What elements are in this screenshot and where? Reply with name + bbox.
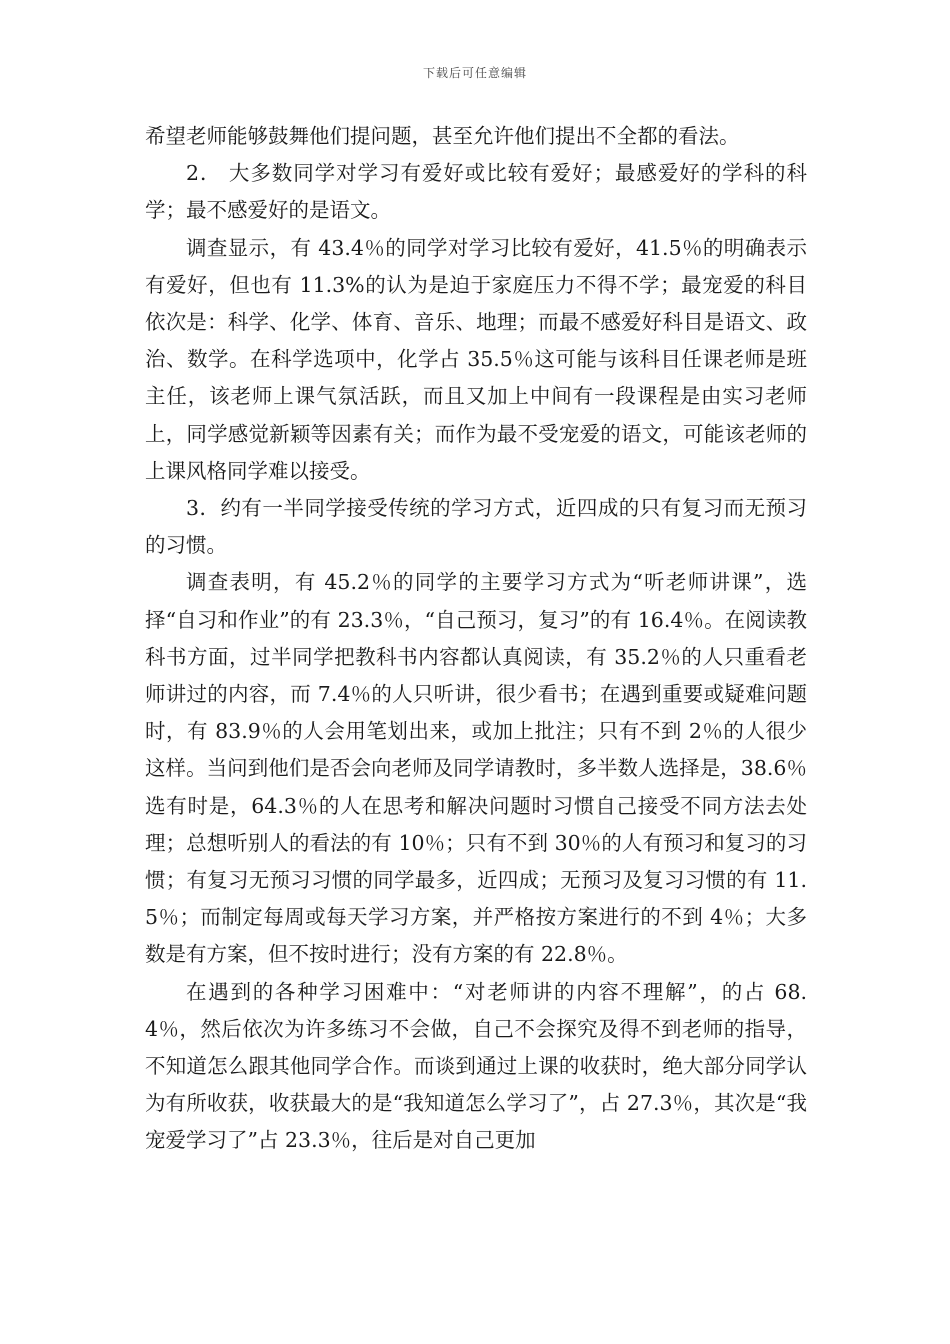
paragraph-continuation: 希望老师能够鼓舞他们提问题，甚至允许他们提出不全都的看法。 bbox=[145, 124, 740, 148]
paragraph-point-2: 2． 大多数同学对学习有爱好或比较有爱好；最感爱好的学科的科学；最不感爱好的是语文。 bbox=[145, 161, 807, 223]
paragraph-survey-interest: 调查显示，有 43.4％的同学对学习比较有爱好，41.5％的明确表示有爱好，但也有 11.3%的认为是迫于家庭压力不得不学；最宠爱的科目依次是：科学、化学、体育、音乐、地理；而最不感爱好科目是语文、政治、数学。在科学选项中，化学占 35.5％这可能与该科目任课老师是班主任，该老师上课气氛活跃，而且又加上中间有一段课程是由实习老师上，同学感觉新颖等因素有关；而作为最不受宠爱的语文，可能该老师的上课风格同学难以接受。 bbox=[145, 235, 807, 483]
paragraph-difficulties: 在遇到的各种学习困难中：“对老师讲的内容不理解”，的占 68.4％，然后依次为许多练习不会做，自己不会探究及得不到老师的指导，不知道怎么跟其他同学合作。而谈到通过上课的收获时，绝大部分同学认为有所收获，收获最大的是“我知道怎么学习了”，占 27.3％，其次是“我宠爱学习了”占 23.3％，往后是对自己更加 bbox=[145, 979, 807, 1153]
paragraph-survey-methods: 调查表明，有 45.2％的同学的主要学习方式为“听老师讲课”，选择“自习和作业”的有 23.3％，“自己预习，复习”的有 16.4％。在阅读教科书方面，过半同学把教科书内容都认真阅读，有 35.2％的人只重看老师讲过的内容，而 7.4％的人只听讲，很少看书；在遇到重要或疑难问题时，有 83.9％的人会用笔划出来，或加上批注；只有不到 2％的人很少这样。当问到他们是否会向老师及同学请教时，多半数人选择是，38.6％选有时是，64.3％的人在思考和解决问题时习惯自己接受不同方法去处理；总想听别人的看法的有 10％；只有不到 30％的人有预习和复习的习惯；有复习无预习习惯的同学最多，近四成；无预习及复习习惯的有 11.5％；而制定每周或每天学习方案，并严格按方案进行的不到 4％；大多数是有方案，但不按时进行；没有方案的有 22.8％。 bbox=[145, 570, 807, 967]
paragraph-point-3: 3．约有一半同学接受传统的学习方式，近四成的只有复习而无预习的习惯。 bbox=[145, 496, 807, 558]
page-header: 下载后可任意编辑 bbox=[422, 66, 527, 80]
document-body bbox=[145, 118, 807, 1160]
